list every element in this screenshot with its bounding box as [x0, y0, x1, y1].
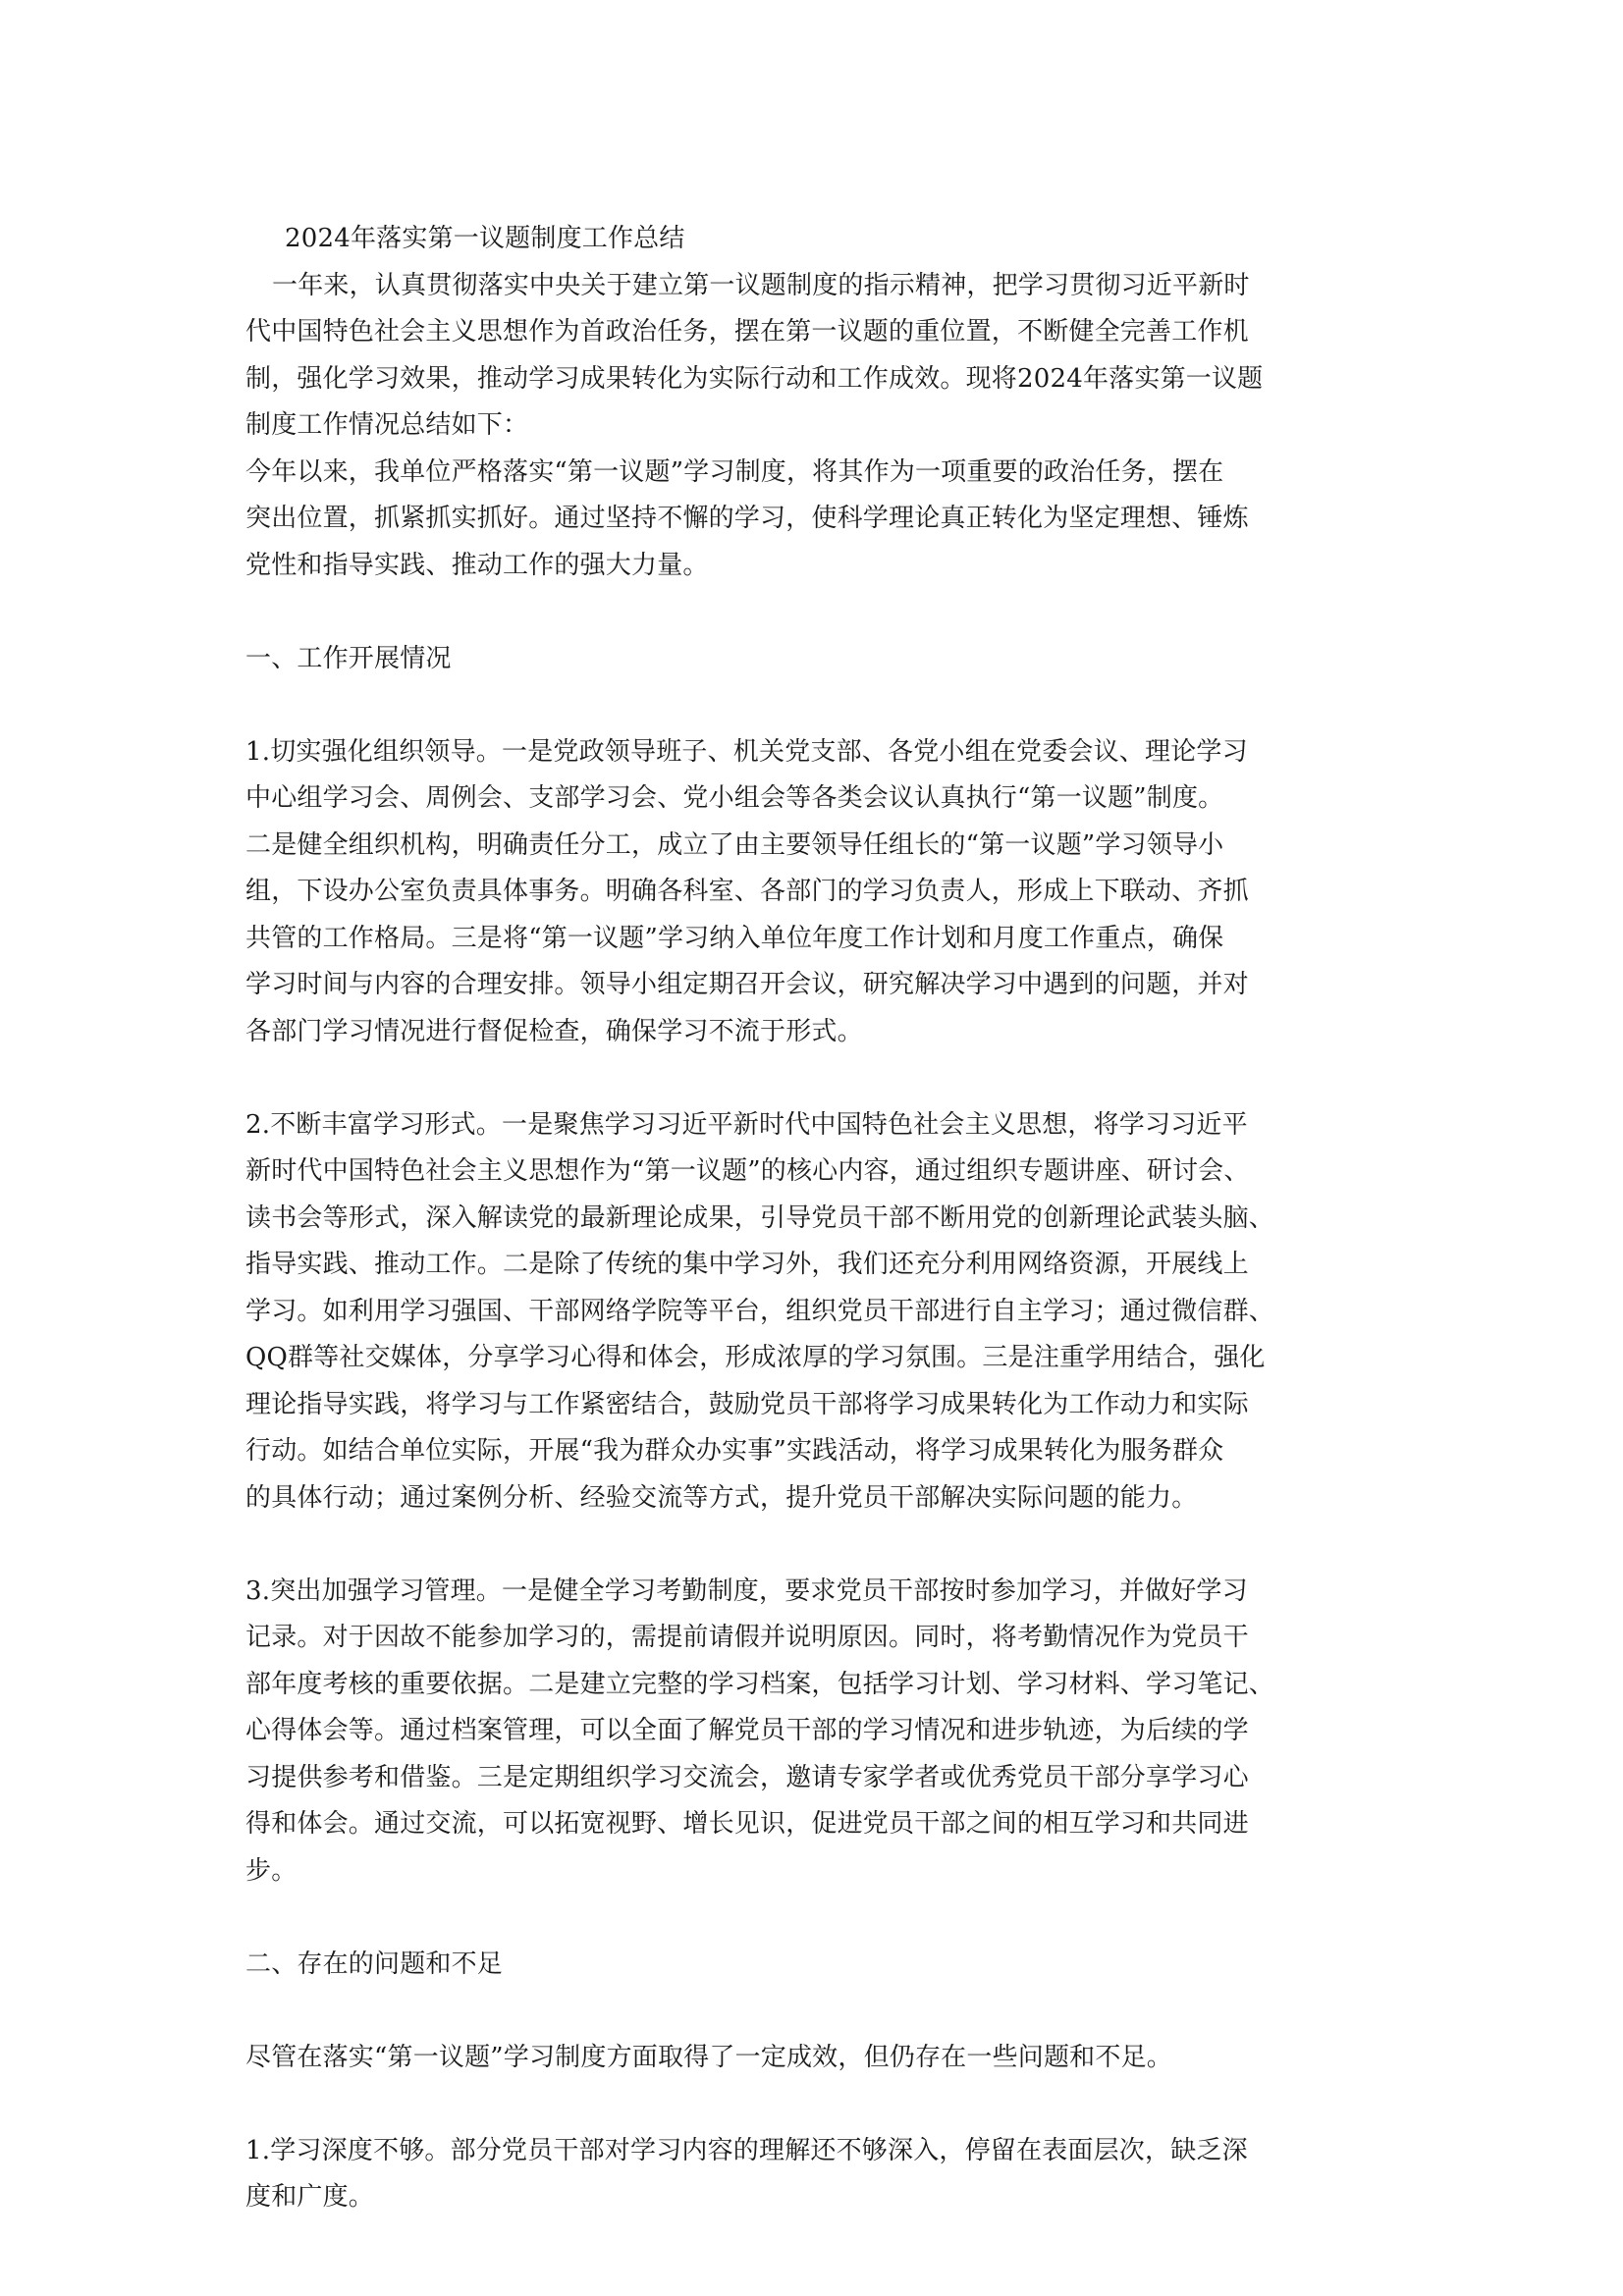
text-line: 学习时间与内容的合理安排。领导小组定期召开会议，研究解决学习中遇到的问题，并对 [245, 970, 1249, 999]
text-line: QQ群等社交媒体，分享学习心得和体会，形成浓厚的学习氛围。三是注重学用结合，强化 [245, 1343, 1266, 1372]
text-line: 组，下设办公室负责具体事务。明确各科室、各部门的学习负责人，形成上下联动、齐抓 [245, 877, 1249, 906]
text-line: 读书会等形式，深入解读党的最新理论成果，引导党员干部不断用党的创新理论武装头脑、 [245, 1202, 1275, 1233]
section2-intro: 尽管在落实“第一议题”学习制度方面取得了一定成效，但仍存在一些问题和不足。 [245, 2042, 1172, 2072]
text-line: 一年来，认真贯彻落实中央关于建立第一议题制度的指示精神，把学习贯彻习近平新时 [272, 270, 1250, 300]
text-line: 2.不断丰富学习形式。一是聚焦学习习近平新时代中国特色社会主义思想，将学习习近平 [245, 1109, 1248, 1140]
text-line: 学习。如利用学习强国、干部网络学院等平台，组织党员干部进行自主学习；通过微信群、 [245, 1296, 1275, 1326]
blank-line [245, 2081, 1375, 2128]
text-line: 共管的工作格局。三是将“第一议题”学习纳入单位年度工作计划和月度工作重点，确保 [245, 923, 1224, 953]
text-line: 党性和指导实践、推动工作的强大力量。 [245, 550, 709, 580]
text-line: 制，强化学习效果，推动学习成果转化为实际行动和工作成效。现将2024年落实第一议题 [245, 363, 1264, 394]
section1-item2-paragraph [245, 1102, 1375, 1522]
text-line: 3.突出加强学习管理。一是健全学习考勤制度，要求党员干部按时参加学习，并做好学习 [245, 1575, 1248, 1606]
blank-line [245, 1895, 1375, 1942]
section-heading: 二、存在的问题和不足 [245, 1949, 504, 1979]
text-line: 的具体行动；通过案例分析、经验交流等方式，提升党员干部解决实际问题的能力。 [245, 1482, 1198, 1513]
blank-line [245, 1055, 1375, 1102]
text-line: 心得体会等。通过档案管理，可以全面了解党员干部的学习情况和进步轨迹，为后续的学 [245, 1716, 1249, 1745]
text-line: 各部门学习情况进行督促检查，确保学习不流于形式。 [245, 1016, 863, 1046]
text-line: 中心组学习会、周例会、支部学习会、党小组会等各类会议认真执行“第一议题”制度。 [245, 783, 1224, 813]
text-line: 今年以来，我单位严格落实“第一议题”学习制度，将其作为一项重要的政治任务，摆在 [245, 456, 1224, 487]
section-heading: 一、工作开展情况 [245, 643, 452, 673]
blank-line [245, 589, 1375, 636]
document-body [245, 216, 1375, 2221]
document-title: 2024年落实第一议题制度工作总结 [285, 224, 685, 253]
section1-item1-paragraph [245, 729, 1375, 1056]
section1-item3-paragraph [245, 1569, 1375, 1896]
text-line: 习提供参考和借鉴。三是定期组织学习交流会，邀请专家学者或优秀党员干部分享学习心 [245, 1762, 1249, 1792]
text-line: 理论指导实践，将学习与工作紧密结合，鼓励党员干部将学习成果转化为工作动力和实际 [245, 1389, 1249, 1419]
text-line: 新时代中国特色社会主义思想作为“第一议题”的核心内容，通过组织专题讲座、研讨会、 [245, 1156, 1250, 1186]
text-line: 步。 [245, 1855, 298, 1886]
text-line: 突出位置，抓紧抓实抓好。通过坚持不懈的学习，使科学理论真正转化为坚定理想、锤炼 [245, 504, 1249, 533]
text-line: 指导实践、推动工作。二是除了传统的集中学习外，我们还充分利用网络资源，开展线上 [245, 1250, 1249, 1279]
text-line: 代中国特色社会主义思想作为首政治任务，摆在第一议题的重位置，不断健全完善工作机 [245, 317, 1249, 347]
text-line: 1.学习深度不够。部分党员干部对学习内容的理解还不够深入，停留在表面层次，缺乏深 [245, 2135, 1248, 2165]
overview-paragraph [245, 450, 1375, 590]
section2-item1-paragraph [245, 2128, 1375, 2221]
blank-line [245, 1522, 1375, 1569]
intro-paragraph [245, 263, 1375, 450]
text-line: 记录。对于因故不能参加学习的，需提前请假并说明原因。同时，将考勤情况作为党员干 [245, 1623, 1249, 1652]
blank-line [245, 1988, 1375, 2035]
text-line: 1.切实强化组织领导。一是党政领导班子、机关党支部、各党小组在党委会议、理论学习 [245, 736, 1248, 767]
text-line: 度和广度。 [245, 2182, 375, 2212]
text-line: 部年度考核的重要依据。二是建立完整的学习档案，包括学习计划、学习材料、学习笔记、 [245, 1669, 1275, 1699]
text-line: 二是健全组织机构，明确责任分工，成立了由主要领导任组长的“第一议题”学习领导小 [245, 829, 1224, 860]
blank-line [245, 682, 1375, 729]
text-line: 制度工作情况总结如下： [245, 410, 529, 440]
text-line: 行动。如结合单位实际，开展“我为群众办实事”实践活动，将学习成果转化为服务群众 [245, 1436, 1224, 1466]
text-line: 得和体会。通过交流，可以拓宽视野、增长见识，促进党员干部之间的相互学习和共同进 [245, 1809, 1249, 1839]
